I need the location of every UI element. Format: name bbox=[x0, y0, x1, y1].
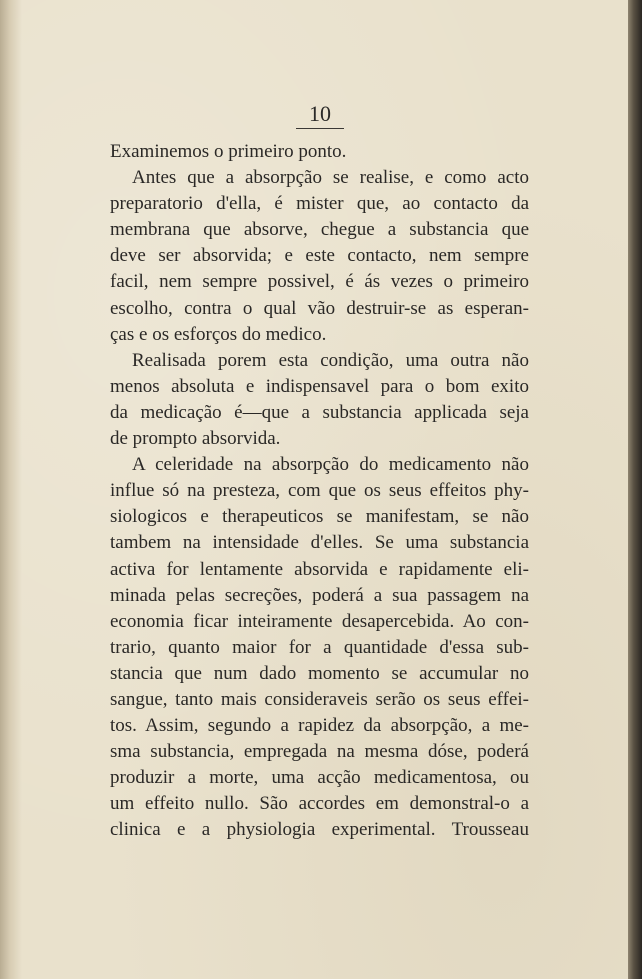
text-line: escolho, contra o qual vão destruir-se as esperan- bbox=[110, 297, 529, 319]
text-line: tambem na intensidade d'elles. Se uma substancia bbox=[110, 532, 529, 554]
text-line: sma substancia, empregada na mesma dóse, poderá bbox=[110, 741, 529, 763]
text-line: deve ser absorvida; e este contacto, nem sempre bbox=[110, 245, 529, 267]
text-line: activa for lentamente absorvida e rapidamente eli- bbox=[110, 558, 529, 580]
body-text bbox=[110, 139, 529, 844]
text-line: stancia que num dado momento se accumular no bbox=[110, 662, 529, 684]
text-line: siologicos e therapeuticos se manifestam, se não bbox=[110, 506, 529, 528]
text-line: A celeridade na absorpção do medicamento não bbox=[132, 454, 529, 476]
text-line: clinica e a physiologia experimental. Trousseau bbox=[110, 819, 529, 841]
text-line: produzir a morte, uma acção medicamentosa, ou bbox=[110, 767, 529, 789]
text-line: sangue, tanto mais consideraveis serão os seus effei- bbox=[110, 688, 529, 710]
text-line: preparatorio d'ella, é mister que, ao contacto da bbox=[110, 193, 529, 215]
text-line: de prompto absorvida. bbox=[110, 428, 281, 450]
text-line: tos. Assim, segundo a rapidez da absorpção, a me- bbox=[110, 715, 529, 737]
text-line: minada pelas secreções, poderá a sua passagem na bbox=[110, 584, 529, 606]
text-line: trario, quanto maior for a quantidade d'essa sub- bbox=[110, 636, 529, 658]
text-line: da medicação é—que a substancia applicada seja bbox=[110, 401, 529, 423]
page-number: 10 bbox=[309, 101, 331, 126]
text-line: um effeito nullo. São accordes em demonstral-o a bbox=[110, 793, 529, 815]
text-line: facil, nem sempre possivel, é ás vezes o primeiro bbox=[110, 271, 529, 293]
text-line: membrana que absorve, chegue a substancia que bbox=[110, 219, 529, 241]
text-line: Examinemos o primeiro ponto. bbox=[110, 141, 347, 162]
text-line: Antes que a absorpção se realise, e como acto bbox=[132, 167, 529, 189]
text-line: menos absoluta e indispensavel para o bom exito bbox=[110, 375, 529, 397]
text-line: economia ficar inteiramente desapercebida. Ao con- bbox=[110, 610, 529, 632]
page-edge-shadow bbox=[628, 0, 642, 979]
text-line: Realisada porem esta condição, uma outra não bbox=[132, 349, 529, 371]
page-gutter-shadow bbox=[0, 0, 22, 979]
page-number-rule bbox=[296, 128, 344, 129]
text-line: influe só na presteza, com que os seus effeitos phy- bbox=[110, 480, 529, 502]
text-line: ças e os esforços do medico. bbox=[110, 323, 327, 345]
